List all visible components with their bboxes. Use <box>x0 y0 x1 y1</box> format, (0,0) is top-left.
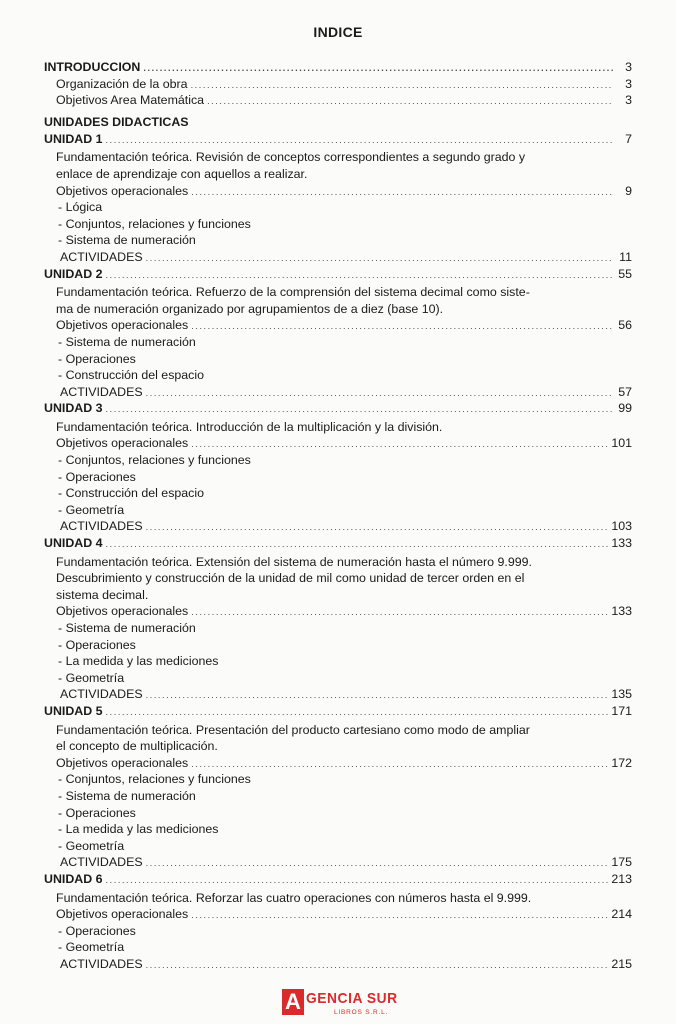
topic-label: - Operaciones <box>58 351 136 366</box>
toc-item-page: 3 <box>625 76 632 91</box>
unit-actividades <box>44 854 632 871</box>
unit-entry <box>44 400 632 535</box>
unit-objetivos <box>44 317 632 334</box>
objective-topic <box>44 469 632 486</box>
actividades-page: 175 <box>611 855 632 870</box>
actividades-label: ACTIVIDADES <box>60 855 143 870</box>
unit-heading <box>44 871 632 888</box>
unit-entry <box>44 703 632 871</box>
toc-intro-label: INTRODUCCION <box>44 60 141 74</box>
topic-label: - La medida y las mediciones <box>58 822 219 837</box>
unit-heading <box>44 131 632 148</box>
logo-letter: A <box>282 989 304 1015</box>
unit-heading <box>44 400 632 417</box>
unit-entry <box>44 131 632 266</box>
objetivos-page: 101 <box>611 436 632 451</box>
topic-label: - Sistema de numeración <box>58 788 196 803</box>
objective-topic <box>44 923 632 940</box>
topic-label: - Operaciones <box>58 469 136 484</box>
objective-topic <box>44 502 632 519</box>
unit-objetivos <box>44 603 632 620</box>
page-title: INDICE <box>313 24 363 40</box>
objective-topic <box>44 620 632 637</box>
objective-topic <box>44 788 632 805</box>
unit-heading <box>44 535 632 552</box>
topic-label: - Construcción del espacio <box>58 368 205 383</box>
dot-leader <box>146 957 609 973</box>
topic-label: - Operaciones <box>58 805 136 820</box>
fundamentacion-line: enlace de aprendizaje con aquellos a realizar. <box>56 166 308 181</box>
objetivos-page: 9 <box>625 183 632 198</box>
dot-leader <box>106 536 609 552</box>
topic-label: - Conjuntos, relaciones y funciones <box>58 453 251 468</box>
unit-actividades <box>44 249 632 266</box>
unit-actividades <box>44 956 632 973</box>
dot-leader <box>106 872 609 888</box>
fundamentacion-line: sistema decimal. <box>56 587 149 602</box>
actividades-label: ACTIVIDADES <box>60 384 143 399</box>
unit-entry <box>44 871 632 973</box>
dot-leader <box>146 855 609 871</box>
unit-heading <box>44 703 632 720</box>
unit-objetivos <box>44 183 632 200</box>
logo-name: GENCIA SUR <box>306 990 398 1007</box>
unit-page: 213 <box>611 871 632 886</box>
unit-fundamentacion <box>44 417 632 436</box>
objective-topic <box>44 939 632 956</box>
unit-heading <box>44 266 632 283</box>
unit-actividades <box>44 686 632 703</box>
actividades-label: ACTIVIDADES <box>60 519 143 534</box>
unit-fundamentacion <box>44 147 632 182</box>
objective-topic <box>44 351 632 368</box>
objective-topic <box>44 367 632 384</box>
topic-label: - Construcción del espacio <box>58 486 205 501</box>
actividades-label: ACTIVIDADES <box>60 687 143 702</box>
objective-topic <box>44 821 632 838</box>
objetivos-label: Objetivos operacionales <box>56 318 189 333</box>
unit-objetivos <box>44 755 632 772</box>
unit-entry <box>44 535 632 703</box>
dot-leader <box>146 687 609 703</box>
units-heading: UNIDADES DIDACTICAS <box>44 114 189 129</box>
unit-fundamentacion <box>44 888 632 907</box>
unit-actividades <box>44 518 632 535</box>
objective-topic <box>44 805 632 822</box>
objective-topic <box>44 452 632 469</box>
topic-label: - Geometría <box>58 502 125 517</box>
objective-topic <box>44 216 632 233</box>
fundamentacion-line: Fundamentación teórica. Presentación del producto cartesiano como modo de ampliar <box>56 722 530 737</box>
fundamentacion-line: Fundamentación teórica. Reforzar las cuatro operaciones con números hasta el 9.999. <box>56 890 532 905</box>
logo-subtitle: LIBROS S.R.L. <box>334 1009 389 1016</box>
units-list <box>44 131 632 973</box>
objective-topic <box>44 199 632 216</box>
topic-label: - Sistema de numeración <box>58 621 196 635</box>
unit-fundamentacion <box>44 720 632 755</box>
unit-page: 7 <box>625 131 632 146</box>
toc-intro-heading <box>44 59 632 76</box>
objective-topic <box>44 334 632 351</box>
objective-topic <box>44 637 632 654</box>
topic-label: - Sistema de numeración <box>58 334 196 349</box>
dot-leader <box>191 184 613 200</box>
unit-title: UNIDAD 3 <box>44 401 103 416</box>
unit-objetivos <box>44 906 632 923</box>
topic-label: - Geometría <box>58 838 125 853</box>
actividades-page: 135 <box>611 687 632 702</box>
objetivos-label: Objetivos operacionales <box>56 907 189 922</box>
objetivos-label: Objetivos operacionales <box>56 755 189 770</box>
unit-entry <box>44 266 632 401</box>
fundamentacion-line: ma de numeración organizado por agrupamientos de a diez (base 10). <box>56 301 444 316</box>
unit-objetivos <box>44 435 632 452</box>
dot-leader <box>143 60 613 76</box>
topic-label: - Lógica <box>58 200 103 215</box>
unit-page: 99 <box>618 401 632 416</box>
topic-label: - Sistema de numeración <box>58 233 196 248</box>
dot-leader <box>191 77 613 93</box>
objective-topic <box>44 838 632 855</box>
fundamentacion-line: Descubrimiento y construcción de la unidad de mil como unidad de tercer orden en el <box>56 571 525 586</box>
dot-leader <box>191 907 608 923</box>
toc-item-label: Objetivos Area Matemática <box>56 93 205 108</box>
objective-topic <box>44 232 632 249</box>
unit-title: UNIDAD 2 <box>44 266 103 281</box>
publisher-logo <box>282 989 422 1021</box>
dot-leader <box>191 604 608 620</box>
actividades-label: ACTIVIDADES <box>60 249 143 264</box>
objetivos-page: 172 <box>611 755 632 770</box>
fundamentacion-line: el concepto de multiplicación. <box>56 739 218 754</box>
toc-item-label: Organización de la obra <box>56 76 188 91</box>
dot-leader <box>146 519 609 535</box>
unit-title: UNIDAD 6 <box>44 871 103 886</box>
dot-leader <box>191 436 608 452</box>
fundamentacion-line: Fundamentación teórica. Revisión de conceptos correspondientes a segundo grado y <box>56 150 526 165</box>
actividades-page: 57 <box>618 384 632 399</box>
dot-leader <box>106 401 613 417</box>
objetivos-label: Objetivos operacionales <box>56 183 189 198</box>
unit-title: UNIDAD 1 <box>44 131 103 146</box>
toc-intro-item <box>44 76 632 93</box>
topic-label: - Operaciones <box>58 637 136 652</box>
unit-page: 55 <box>618 266 632 281</box>
dot-leader <box>106 704 609 720</box>
fundamentacion-line: Fundamentación teórica. Extensión del sistema de numeración hasta el número 9.999. <box>56 554 532 569</box>
objetivos-page: 56 <box>618 318 632 333</box>
toc-intro-item <box>44 92 632 109</box>
objective-topic <box>44 485 632 502</box>
objetivos-page: 133 <box>611 604 632 619</box>
objective-topic <box>44 771 632 788</box>
topic-label: - Conjuntos, relaciones y funciones <box>58 772 251 787</box>
dot-leader <box>106 267 613 283</box>
dot-leader <box>191 756 608 772</box>
unit-page: 171 <box>611 703 632 718</box>
fundamentacion-line: Fundamentación teórica. Refuerzo de la comprensión del sistema decimal como siste- <box>56 285 530 300</box>
unit-page: 133 <box>611 536 632 551</box>
topic-label: - Conjuntos, relaciones y funciones <box>58 216 251 231</box>
objetivos-label: Objetivos operacionales <box>56 604 189 619</box>
dot-leader <box>207 93 613 109</box>
objetivos-label: Objetivos operacionales <box>56 436 189 451</box>
topic-label: - Geometría <box>58 940 125 955</box>
unit-title: UNIDAD 5 <box>44 703 103 718</box>
actividades-page: 103 <box>611 519 632 534</box>
dot-leader <box>106 132 613 148</box>
topic-label: - Geometría <box>58 670 125 685</box>
dot-leader <box>191 318 613 334</box>
toc-item-page: 3 <box>625 93 632 108</box>
objective-topic <box>44 670 632 687</box>
unit-actividades <box>44 384 632 401</box>
toc-intro-page: 3 <box>625 60 632 74</box>
topic-label: - La medida y las mediciones <box>58 654 219 669</box>
actividades-page: 215 <box>611 956 632 971</box>
actividades-label: ACTIVIDADES <box>60 956 143 971</box>
unit-fundamentacion <box>44 552 632 604</box>
dot-leader <box>146 250 613 266</box>
table-of-contents <box>44 59 632 972</box>
dot-leader <box>146 385 613 401</box>
topic-label: - Operaciones <box>58 923 136 938</box>
fundamentacion-line: Fundamentación teórica. Introducción de la multiplicación y la división. <box>56 419 443 434</box>
objective-topic <box>44 653 632 670</box>
unit-fundamentacion <box>44 282 632 317</box>
unit-title: UNIDAD 4 <box>44 536 103 551</box>
actividades-page: 11 <box>619 249 632 264</box>
objetivos-page: 214 <box>611 907 632 922</box>
